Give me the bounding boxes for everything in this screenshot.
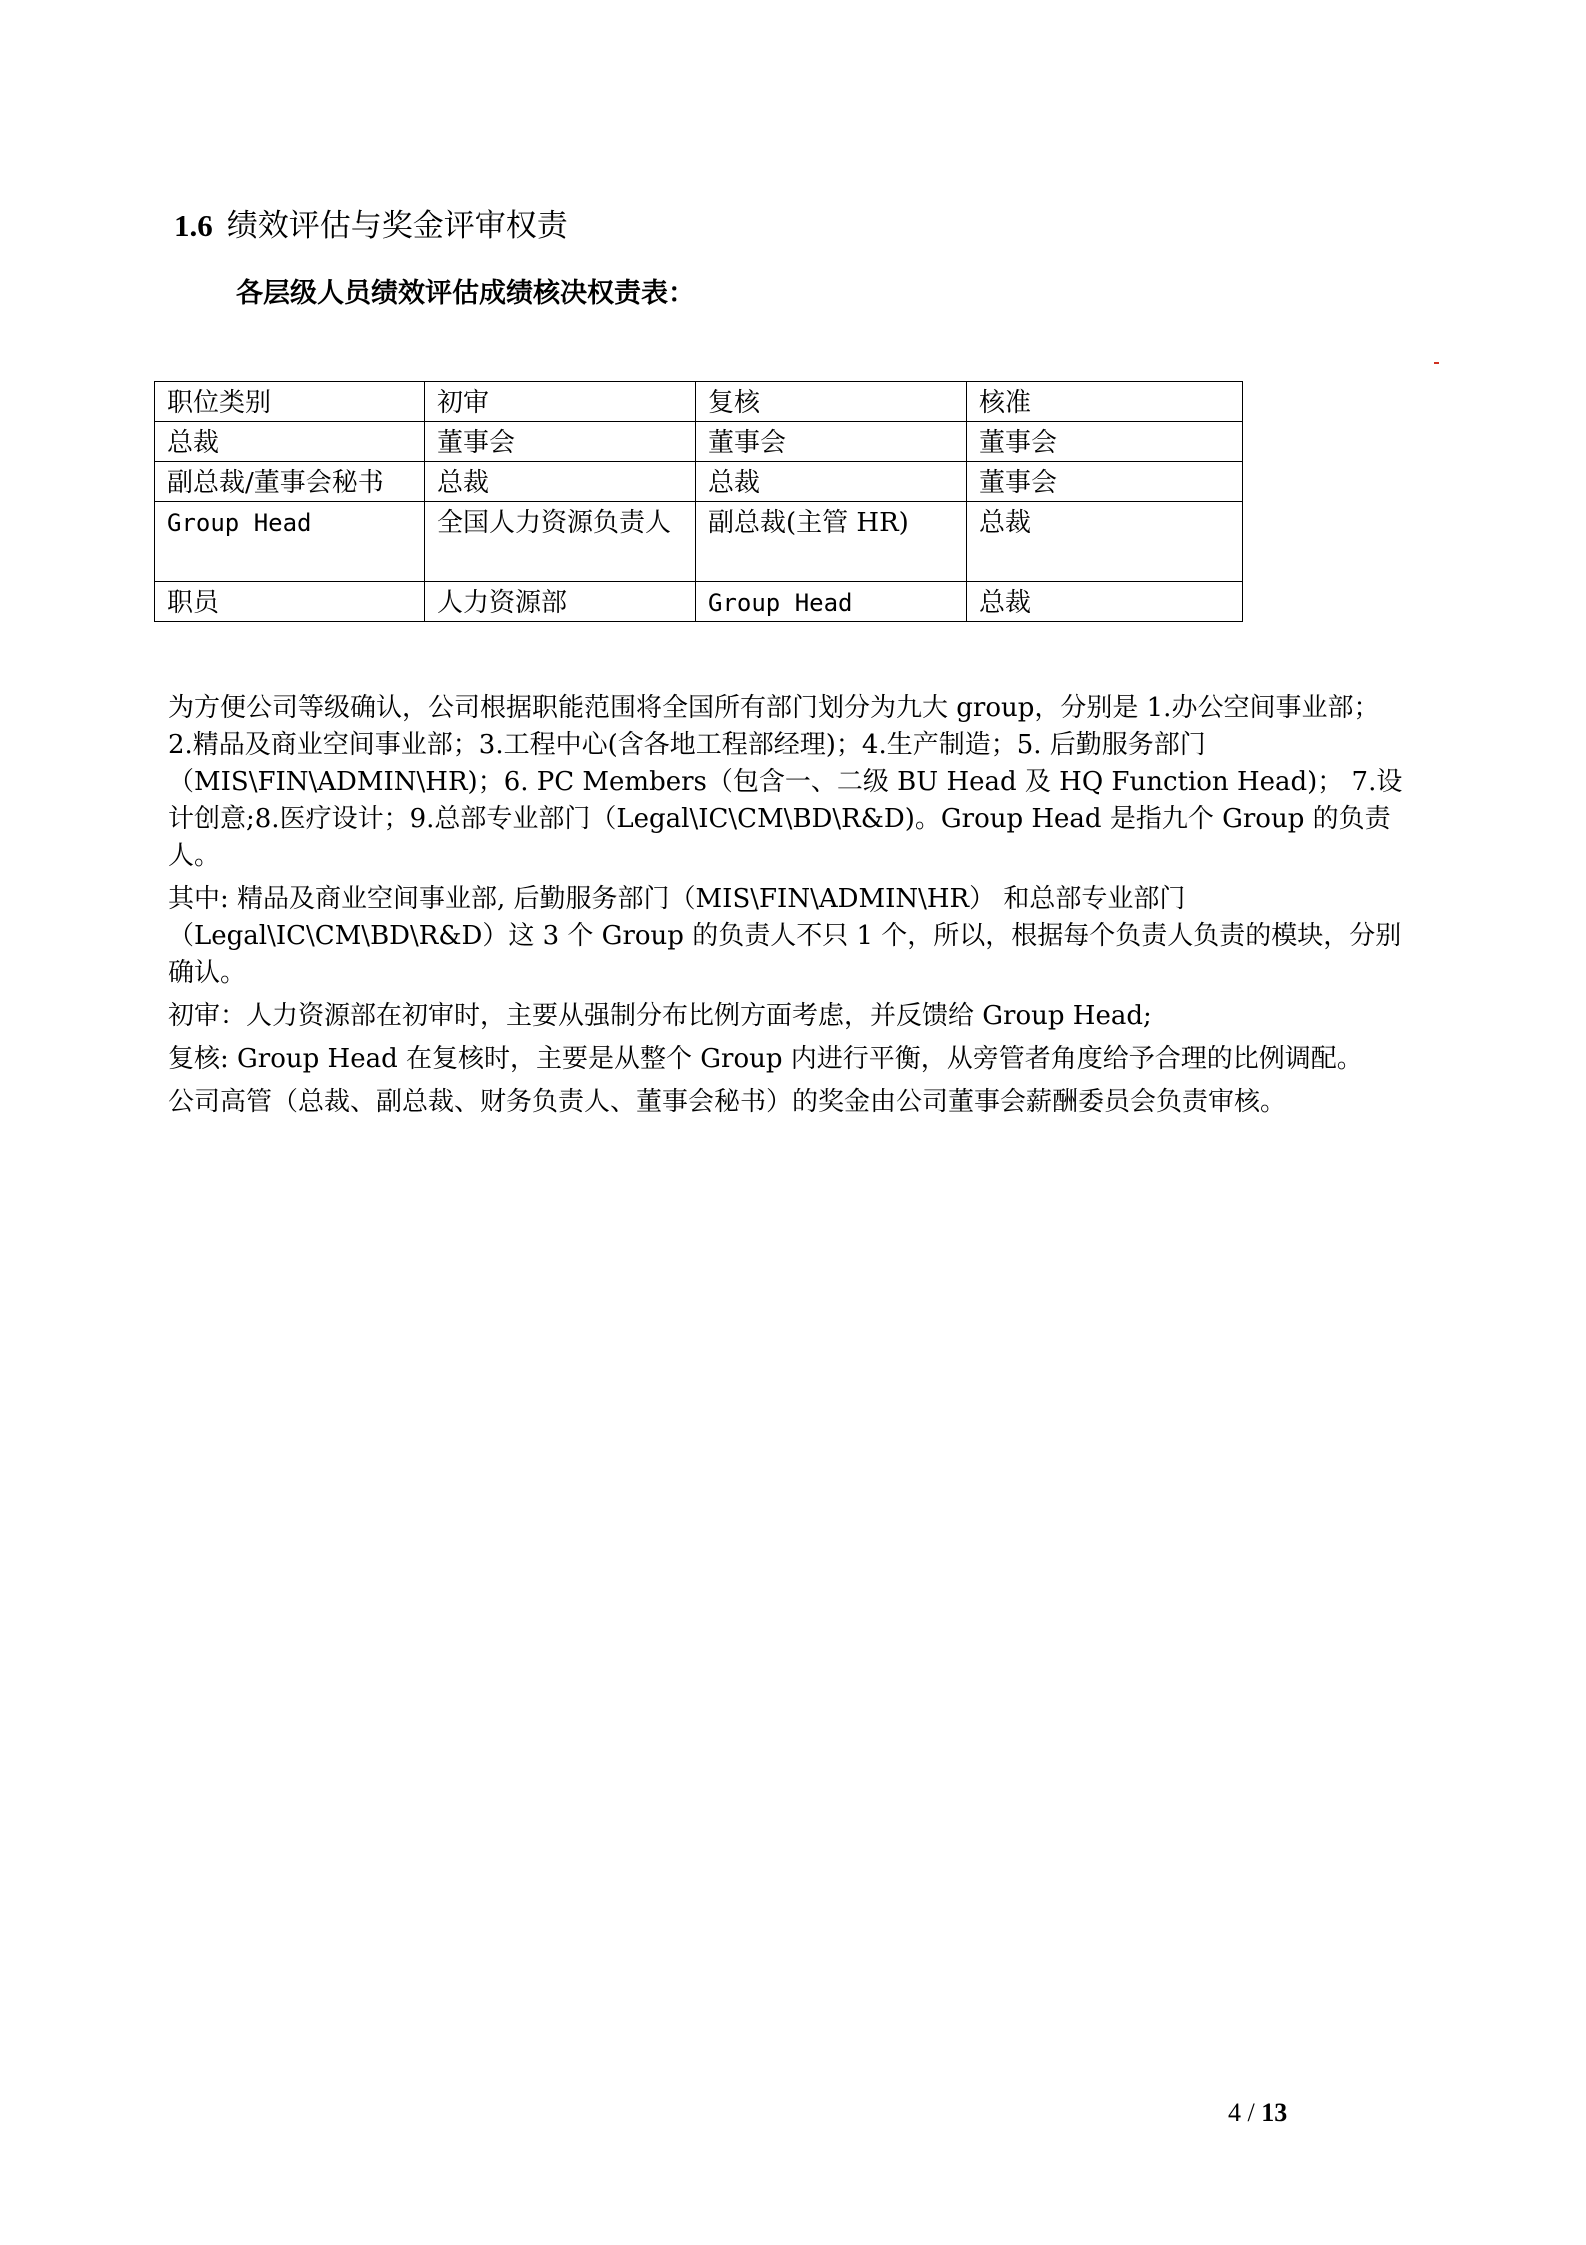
authority-table bbox=[154, 381, 1243, 622]
table-cell: 全国人力资源负责人 bbox=[425, 502, 696, 582]
header-cell: 核准 bbox=[967, 382, 1243, 422]
table-cell: 副总裁(主管 HR) bbox=[696, 502, 967, 582]
page-total: 13 bbox=[1261, 2098, 1288, 2127]
table-cell: Group Head bbox=[155, 502, 425, 582]
paragraph-executive-bonus: 公司高管（总裁、副总裁、财务负责人、董事会秘书）的奖金由公司董事会薪酬委员会负责审核。 bbox=[168, 1087, 1287, 1117]
body-text bbox=[168, 690, 1404, 1127]
table-cell: 总裁 bbox=[967, 502, 1243, 582]
header-cell: 初审 bbox=[425, 382, 696, 422]
table-cell: 人力资源部 bbox=[425, 582, 696, 622]
table-cell: 董事会 bbox=[967, 462, 1243, 502]
table-cell: 总裁 bbox=[155, 422, 425, 462]
section-number: 1.6 bbox=[174, 208, 213, 243]
section-title: 绩效评估与奖金评审权责 bbox=[226, 208, 568, 244]
table-header-row bbox=[155, 382, 1243, 422]
paragraph-group-division: 为方便公司等级确认，公司根据职能范围将全国所有部门划分为九大 group，分别是 1.办公空间事业部；2.精品及商业空间事业部；3.工程中心(含各地工程部经理)；4.生产制造；5. 后勤服务部门（MIS\FIN\ADMIN\HR)；6. PC Members（包含一、二级 BU Head 及 HQ Function Head)； 7.设计创意;8.医疗设计；9.总部专业部门（Legal\IC\CM\BD\R&D)。Group Head 是指九个 Group 的负责人。 bbox=[168, 693, 1403, 871]
page-current: 4 bbox=[1228, 2098, 1241, 2127]
table-row bbox=[155, 582, 1243, 622]
header-cell: 职位类别 bbox=[155, 382, 425, 422]
table-cell: 职员 bbox=[155, 582, 425, 622]
table-cell: 董事会 bbox=[425, 422, 696, 462]
table-cell: 董事会 bbox=[967, 422, 1243, 462]
table-cell: 总裁 bbox=[696, 462, 967, 502]
table-cell: Group Head bbox=[696, 582, 967, 622]
table-cell: 总裁 bbox=[967, 582, 1243, 622]
table-row bbox=[155, 422, 1243, 462]
paragraph-re-review: 复核: Group Head 在复核时，主要是从整个 Group 内进行平衡，从旁管者角度给予合理的比例调配。 bbox=[168, 1044, 1363, 1074]
paragraph-initial-review: 初审：人力资源部在初审时，主要从强制分布比例方面考虑，并反馈给 Group Head; bbox=[168, 1001, 1152, 1031]
table-title: 各层级人员绩效评估成绩核决权责表： bbox=[236, 278, 695, 309]
table-row bbox=[155, 502, 1243, 582]
table-cell: 总裁 bbox=[425, 462, 696, 502]
table-row bbox=[155, 462, 1243, 502]
page-number bbox=[1228, 2096, 1287, 2130]
table-cell: 董事会 bbox=[696, 422, 967, 462]
section-heading bbox=[174, 204, 568, 248]
header-cell: 复核 bbox=[696, 382, 967, 422]
page-separator: / bbox=[1241, 2098, 1262, 2127]
table-cell: 副总裁/董事会秘书 bbox=[155, 462, 425, 502]
paragraph-multiple-heads: 其中: 精品及商业空间事业部, 后勤服务部门（MIS\FIN\ADMIN\HR） 和总部专业部门（Legal\IC\CM\BD\R&D）这 3 个 Group 的负责人不只 1 个，所以，根据每个负责人负责的模块，分别确认。 bbox=[168, 884, 1402, 988]
red-mark bbox=[1434, 362, 1439, 364]
